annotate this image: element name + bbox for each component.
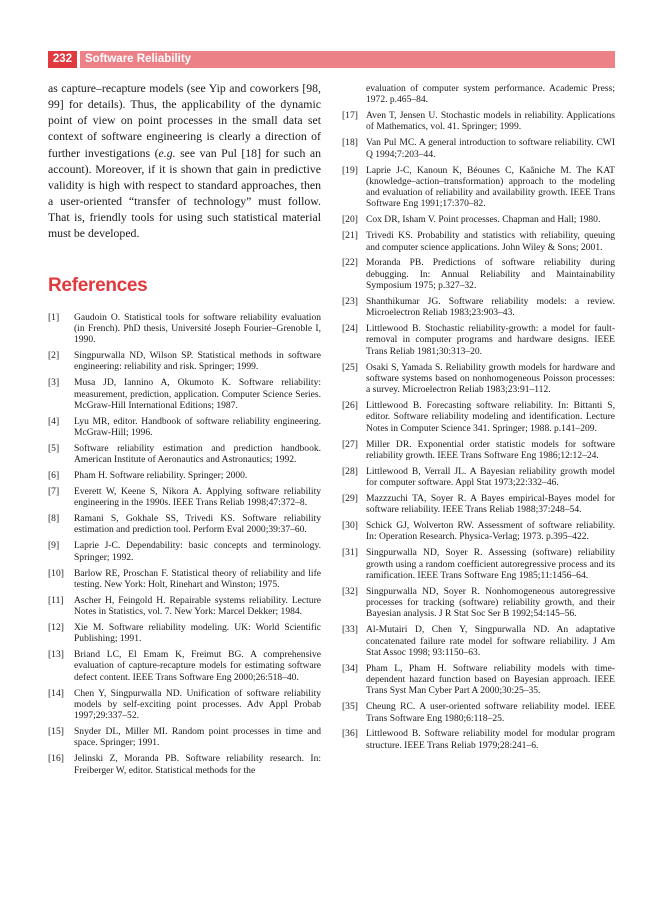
reference-number: [7] [48, 485, 60, 497]
reference-text: Musa JD, Iannino A, Okumoto K. Software reliability: measurement, prediction, application. Computer Science Series. McGraw-Hill International Editions; 1987. [74, 377, 321, 411]
reference-text: Chen Y, Singpurwalla ND. Unification of software reliability models by self-exciting point processes. Adv Appl Probab 1997;29:337–52. [74, 687, 321, 722]
reference-number: [2] [48, 350, 60, 362]
reference-text: Barlow RE, Proschan F. Statistical theory of reliability and life testing. New York: Holt, Rinehart and Winston; 1975. [74, 567, 321, 590]
reference-item [342, 624, 615, 658]
reference-text: Briand LC, El Emam K, Freimut BG. A comprehensive evaluation of capture-recapture models for estimating software defect content. IEEE Trans Software Eng 2000;26:518–40. [74, 649, 321, 683]
reference-number: [26] [342, 400, 358, 412]
reference-number: [34] [342, 662, 358, 674]
reference-text: Laprie J-C, Kanoun K, Béounes C, Kaâniche M. The KAT (knowledge–action–transformation) approach to the modeling and evaluation of reliability and availability growth. IEEE Trans Software Eng 1991;17:370–82. [366, 164, 615, 210]
reference-number: [36] [342, 728, 358, 740]
reference-number: [18] [342, 137, 358, 149]
reference-item [342, 257, 615, 291]
reference-text: Cheung RC. A user-oriented software reliability model. IEEE Trans Software Eng 1980;6:118–25. [366, 701, 615, 724]
reference-text: Singpurwalla ND, Wilson SP. Statistical methods in software engineering: reliability and risk. Springer; 1999. [74, 350, 321, 373]
reference-text: Ascher H, Feingold H. Repairable systems reliability. Lecture Notes in Statistics, vol. 7. New York: Marcel Dekker; 1984. [74, 594, 321, 618]
reference-text: Everett W, Keene S, Nikora A. Applying software reliability engineering in the 1990s. IEEE Trans Reliab 1998;47:372–8. [74, 485, 321, 509]
reference-text: Van Pul MC. A general introduction to software reliability. CWI Q 1994;7:203–44. [366, 137, 615, 160]
reference-text: Aven T, Jensen U. Stochastic models in reliability. Applications of Mathematics, vol. 41. Springer; 1999. [366, 110, 615, 133]
reference-item [342, 439, 615, 462]
reference-number: [25] [342, 361, 358, 373]
reference-item [342, 701, 615, 724]
page-number: 232 [48, 51, 77, 68]
reference-text: Pham H. Software reliability. Springer; 2000. [74, 470, 248, 482]
reference-text: Gaudoin O. Statistical tools for software reliability evaluation (in French). PhD thesis, Université Joseph Fourier–Grenoble I, 1990. [74, 311, 321, 346]
reference-number: [5] [48, 442, 60, 454]
reference-item [48, 486, 321, 509]
reference-text: Ramani S, Gokhale SS, Trivedi KS. Software reliability estimation and prediction tool. Perform Eval 2000;39:37–60. [74, 513, 321, 536]
reference-number: [35] [342, 701, 358, 713]
running-title: Software Reliability [80, 51, 615, 68]
reference-item [342, 400, 615, 434]
reference-number: [20] [342, 214, 358, 226]
reference-number: [16] [48, 753, 64, 765]
reference-item [342, 586, 615, 620]
reference-item [48, 470, 321, 481]
reference-text: Osaki S, Yamada S. Reliability growth models for hardware and software systems based on nonhomogeneous Poisson processes: a survey. Microelectron Reliab 1983;23:91–112. [366, 361, 615, 396]
intro-paragraph [48, 80, 321, 242]
intro-eg: e.g. [158, 145, 176, 160]
reference-item [342, 296, 615, 319]
reference-list-left [48, 312, 321, 776]
reference-number: [15] [48, 726, 64, 738]
reference-item [48, 377, 321, 411]
left-column [48, 80, 321, 780]
reference-text: Littlewood B, Verrall JL. A Bayesian reliability growth model for computer software. Appl Stat 1973;22:332–46. [366, 465, 615, 489]
reference-number: [23] [342, 295, 358, 307]
reference-item [48, 416, 321, 439]
reference-number: [3] [48, 377, 60, 389]
reference-text: Laprie J-C. Dependability: basic concepts and terminology. Springer; 1992. [74, 540, 321, 563]
reference-text: Pham L, Pham H. Software reliability models with time-dependent hazard function based on Bayesian approach. IEEE Trans Syst Man Cyber Part A 2000;30:25–35. [366, 662, 615, 697]
reference-item [48, 443, 321, 466]
reference-number: [29] [342, 492, 358, 504]
reference-item [342, 466, 615, 489]
reference-item [48, 622, 321, 645]
reference-list-right [342, 110, 615, 751]
reference-number: [9] [48, 540, 60, 552]
reference-number: [30] [342, 520, 358, 532]
reference-number: [12] [48, 621, 64, 633]
reference-number: [19] [342, 164, 358, 176]
reference-number: [13] [48, 649, 64, 661]
reference-text: Singpurwalla ND, Soyer R. Nonhomogeneous autoregressive processes for tracking (software) reliability growth, and their Bayesian analysis. J R Stat Soc Ser B 1992;54:145–56. [366, 585, 615, 620]
reference-item [342, 230, 615, 253]
right-column [342, 83, 615, 756]
reference-text: Lyu MR, editor. Handbook of software reliability engineering. McGraw-Hill; 1996. [74, 415, 321, 439]
reference-number: [11] [48, 594, 64, 606]
reference-text: Xie M. Software reliability modeling. UK: World Scientific Publishing; 1991. [74, 621, 321, 645]
reference-number: [4] [48, 415, 60, 427]
reference-text: Al-Mutairi D, Chen Y, Singpurwalla ND. An adaptative concatenated failure rate model for software reliability. J Am Stat Assoc 1998; 93:1150–63. [366, 624, 615, 658]
reference-number: [14] [48, 687, 64, 699]
reference-number: [33] [342, 624, 358, 636]
reference-item [48, 568, 321, 591]
reference-item [48, 513, 321, 536]
reference-number: [21] [342, 230, 358, 242]
reference-number: [32] [342, 585, 358, 597]
reference-item [342, 214, 615, 225]
reference-item [342, 110, 615, 133]
reference-item [48, 688, 321, 722]
reference-text: Trivedi KS. Probability and statistics with reliability, queuing and computer science applications. John Wiley & Sons; 2001. [366, 230, 615, 253]
reference-item [342, 137, 615, 160]
intro-text-a: as capture–recapture models (see Yip and coworkers [98, 99] for details). Thus, the applicability of the dynamic point of view on point processes in the small data set context of software engineering is clearly a direction of further investigations ( [48, 81, 321, 160]
reference-number: [31] [342, 547, 358, 559]
running-header [48, 51, 615, 68]
reference-item [48, 649, 321, 683]
reference-item [48, 540, 321, 563]
reference-item [342, 663, 615, 697]
reference-item [48, 753, 321, 776]
reference-text: Snyder DL, Miller MI. Random point processes in time and space. Springer; 1991. [74, 726, 321, 749]
reference-number: [27] [342, 438, 358, 450]
reference-item [342, 362, 615, 396]
reference-number: [8] [48, 513, 60, 525]
reference-16-continuation: evaluation of computer system performance. Academic Press; 1972. p.465–84. [366, 83, 615, 106]
reference-item [48, 726, 321, 749]
reference-text: Littlewood B. Forecasting software reliability. In: Bittanti S, editor. Software reliability modeling and identification. Lecture Notes in Computer Science 341. Springer; 1988. p.141–209. [366, 400, 615, 434]
reference-item [342, 493, 615, 516]
reference-text: Littlewood B. Stochastic reliability-growth: a model for fault-removal in computer programs and hardware designs. IEEE Trans Reliab 1981;30:313–20. [366, 323, 615, 357]
reference-text: Singpurwalla ND, Soyer R. Assessing (software) reliability growth using a random coefficient autoregressive process and its ramification. IEEE Trans Software Eng 1985;11:1456–64. [366, 547, 615, 581]
reference-number: [24] [342, 323, 358, 335]
reference-item [48, 312, 321, 346]
reference-text: Schick GJ, Wolverton RW. Assessment of software reliability. In: Operation Research. Physica-Verlag; 1973. p.395–422. [366, 520, 615, 543]
reference-item [342, 520, 615, 543]
reference-text: Jelinski Z, Moranda PB. Software reliability research. In: Freiberger W, editor. Statistical methods for the [74, 753, 321, 776]
reference-item [342, 165, 615, 210]
reference-text: Shanthikumar JG. Software reliability models: a review. Microelectron Reliab 1983;23:903–43. [366, 295, 615, 319]
reference-text: Mazzzuchi TA, Soyer R. A Bayes empirical-Bayes model for software reliability. IEEE Trans Reliab 1988;37:248–54. [366, 492, 615, 516]
reference-number: [22] [342, 257, 358, 269]
reference-number: [6] [48, 470, 60, 482]
reference-text: Cox DR, Isham V. Point processes. Chapman and Hall; 1980. [366, 214, 601, 226]
reference-item [342, 728, 615, 751]
reference-number: [10] [48, 567, 64, 579]
reference-text: Littlewood B. Software reliability model for modular program structure. IEEE Trans Reliab 1979;28:241–6. [366, 728, 615, 751]
reference-item [48, 350, 321, 373]
reference-text: Miller DR. Exponential order statistic models for software reliability growth. IEEE Trans Software Eng 1986;12:12–24. [366, 438, 615, 461]
reference-item [48, 595, 321, 618]
reference-number: [1] [48, 311, 60, 323]
reference-item [342, 547, 615, 581]
reference-number: [17] [342, 110, 358, 122]
reference-text: Software reliability estimation and prediction handbook. American Institute of Aeronautics and Astronautics; 1992. [74, 442, 321, 466]
reference-number: [28] [342, 465, 358, 477]
reference-item [342, 323, 615, 357]
intro-text-b: see van Pul [18] for such an account). Moreover, if it is shown that gain in predictive validity is high with respect to standard approaches, then a user-oriented “transfer of technology” must follow. That is, friendly tools for using such statistical material must be developed. [48, 145, 321, 241]
references-heading: References [48, 274, 148, 296]
reference-text: Moranda PB. Predictions of software reliability during debugging. In: Annual Reliability and Maintainability Symposium 1975; p.327–32. [366, 257, 615, 292]
